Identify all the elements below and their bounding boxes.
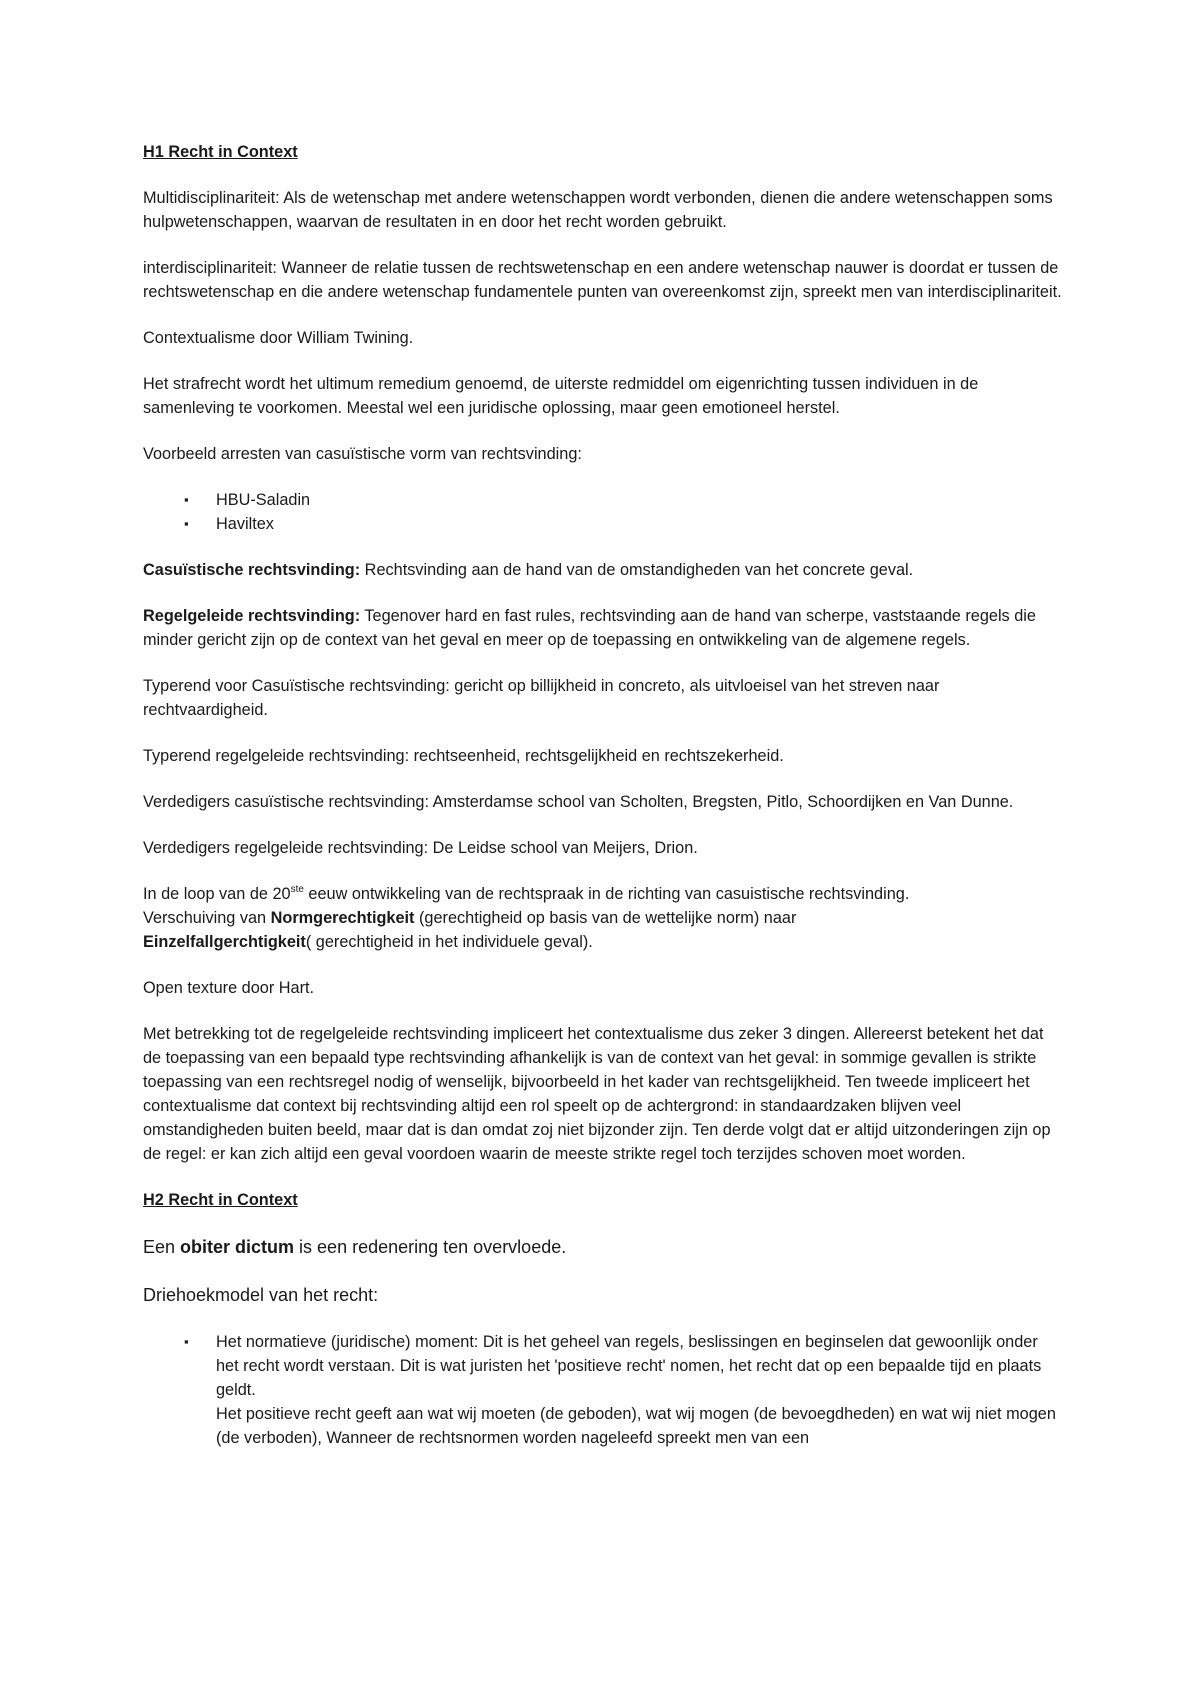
paragraph-driehoekmodel: Driehoekmodel van het recht: — [143, 1285, 379, 1305]
paragraph-casuistische-rechtsvinding — [143, 558, 1063, 582]
paragraph-typerend-casuistisch: Typerend voor Casuïstische rechtsvinding: gericht op billijkheid in concreto, als uitvloeisel van het streven naar rechtvaardigheid. — [143, 677, 940, 719]
text-run: Een — [143, 1237, 181, 1257]
paragraph-contextualisme: Contextualisme door William Twining. — [143, 329, 414, 347]
text-run: is een redenering ten overvloede. — [294, 1237, 567, 1257]
list-item-text: Het positieve recht geeft aan wat wij moeten (de geboden), wat wij mogen (de bevoegdheden) en wat wij niet mogen (de verboden), Wanneer de rechtsnormen worden nageleefd spreekt men van een — [216, 1405, 1056, 1447]
paragraph-strafrecht: Het strafrecht wordt het ultimum remedium genoemd, de uiterste redmiddel om eigenrichting tussen individuen in de samenleving te voorkomen. Meestal wel een juridische oplossing, maar geen emotioneel herstel. — [143, 375, 979, 417]
document-content — [143, 140, 1063, 1472]
text-run: (gerechtigheid op basis van de wettelijke norm) naar — [414, 909, 797, 927]
paragraph-verdedigers-regelgeleid: Verdedigers regelgeleide rechtsvinding: De Leidse school van Meijers, Drion. — [143, 839, 698, 857]
paragraph-regelgeleide-rechtsvinding — [143, 604, 1063, 652]
heading-h2: H2 Recht in Context — [143, 1191, 298, 1209]
text-run: Verschuiving van — [143, 909, 271, 927]
text-run: eeuw ontwikkeling van de rechtspraak in de richting van casuistische rechtsvinding. — [303, 885, 910, 903]
text-run: In de loop van de 20 — [143, 885, 291, 903]
paragraph-typerend-regelgeleid: Typerend regelgeleide rechtsvinding: rechtseenheid, rechtsgelijkheid en rechtszekerheid. — [143, 747, 784, 765]
term-bold: Regelgeleide rechtsvinding: — [143, 607, 361, 625]
definition-text: Rechtsvinding aan de hand van de omstandigheden van het concrete geval. — [360, 561, 914, 579]
definition-text: Tegenover hard en fast rules, rechtsvinding aan de hand van scherpe, vaststaande regels die minder gericht zijn op de context van het geval en meer op de toepassing en ontwikkeling van de algemene regels. — [143, 607, 1036, 649]
bullet-icon: ▪ — [184, 1334, 189, 1349]
term-bold: Einzelfallgerchtigkeit — [143, 933, 306, 951]
text-run: ( gerechtigheid in het individuele geval). — [305, 933, 593, 951]
list-item — [143, 1330, 1063, 1450]
paragraph-voorbeeld-arresten: Voorbeeld arresten van casuïstische vorm van rechtsvinding: — [143, 445, 582, 463]
paragraph-ontwikkeling-rechtspraak — [143, 882, 1063, 954]
term-bold: Casuïstische rechtsvinding: — [143, 561, 361, 579]
paragraph-contextualisme-implicaties: Met betrekking tot de regelgeleide rechtsvinding impliceert het contextualisme dus zeker 3 dingen. Allereerst betekent het dat de toepassing van een bepaald type rechtsvinding afhankelijk is van de context van het geval: in sommige gevallen is strikte toepassing van een rechtsregel nodig of wenselijk, bijvoorbeeld in het kader van rechtsgelijkheid. Ten tweede impliceert het contextualisme dat context bij rechtsvinding altijd een rol speelt op de achtergrond: in standaardzaken blijven veel omstandigheden buiten beeld, maar dat is dan omdat zoj niet bijzonder zijn. Ten derde volgt dat er altijd uitzonderingen zijn op de regel: er kan zich altijd een geval voordoen waarin de meeste strikte regel toch terzijdes schoven moet worden. — [143, 1025, 1051, 1163]
list-item-text: Haviltex — [216, 515, 274, 533]
term-bold: Normgerechtigkeit — [270, 909, 415, 927]
bullet-icon: ▪ — [184, 492, 189, 507]
bullet-icon: ▪ — [184, 516, 189, 531]
list-item — [143, 512, 1063, 536]
paragraph-interdisciplinariteit: interdisciplinariteit: Wanneer de relatie tussen de rechtswetenschap en een andere wetenschap nauwer is doordat er tussen de rechtswetenschap en die andere wetenschap fundamentele punten van overeenkomst zijn, spreekt men van interdisciplinariteit. — [143, 259, 1062, 301]
list-driehoekmodel — [143, 1330, 1063, 1450]
list-item-text: Het normatieve (juridische) moment: Dit is het geheel van regels, beslissingen en beginselen dat gewoonlijk onder het recht wordt verstaan. Dit is wat juristen het 'positieve recht' nomen, het recht dat op een bepaalde tijd en plaats geldt. — [216, 1333, 1042, 1399]
list-item — [143, 488, 1063, 512]
term-bold: obiter dictum — [180, 1237, 295, 1257]
paragraph-open-texture: Open texture door Hart. — [143, 979, 315, 997]
heading-h1: H1 Recht in Context — [143, 143, 298, 161]
superscript: ste — [290, 884, 304, 895]
list-arresten — [143, 488, 1063, 536]
paragraph-obiter-dictum — [143, 1234, 1063, 1260]
list-item-text: HBU-Saladin — [216, 491, 311, 509]
paragraph-multidisciplinariteit: Multidisciplinariteit: Als de wetenschap met andere wetenschappen wordt verbonden, dienen die andere wetenschappen soms hulpwetenschappen, waarvan de resultaten in en door het recht worden gebruikt. — [143, 189, 1053, 231]
paragraph-verdedigers-casuistisch: Verdedigers casuïstische rechtsvinding: Amsterdamse school van Scholten, Bregsten, Pitlo, Schoordijken en Van Dunne. — [143, 793, 1014, 811]
